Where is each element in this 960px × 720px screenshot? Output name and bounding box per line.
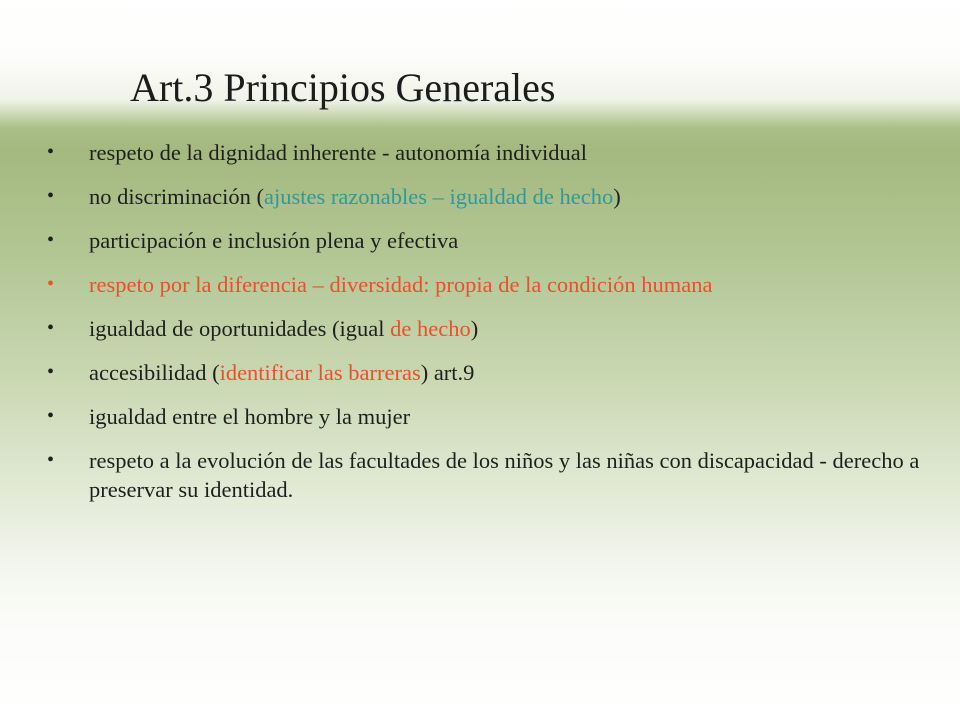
bullet-text-highlight: respeto por la diferencia – diversidad: propia de la condición humana xyxy=(89,272,713,297)
bullet-text-highlight: identificar las barreras xyxy=(219,360,421,385)
bullet-item xyxy=(45,138,925,167)
bullet-item xyxy=(45,270,925,299)
bullet-text: igualdad de oportunidades (igual xyxy=(89,316,391,341)
bullet-item xyxy=(45,358,925,387)
bullet-text-highlight: ajustes razonables – igualdad de hecho xyxy=(263,184,614,209)
bullet-text: no discriminación ( xyxy=(89,184,264,209)
bullet-dot-icon: • xyxy=(47,361,55,383)
bullet-dot-icon: • xyxy=(47,185,55,207)
bullet-item xyxy=(45,226,925,255)
bullet-dot-icon: • xyxy=(47,405,55,427)
bullet-item xyxy=(45,446,925,504)
bullet-item xyxy=(45,182,925,211)
bullet-dot-icon: • xyxy=(47,141,55,163)
bullet-dot-icon: • xyxy=(47,273,55,295)
bullet-item xyxy=(45,314,925,343)
bullet-list xyxy=(45,138,925,519)
bullet-text-highlight: de hecho xyxy=(390,316,471,341)
bullet-dot-icon: • xyxy=(47,229,55,251)
bullet-dot-icon: • xyxy=(47,317,55,339)
bullet-text: ) xyxy=(470,316,479,341)
slide-title: Art.3 Principios Generales xyxy=(130,65,556,110)
bullet-text: accesibilidad ( xyxy=(89,360,220,385)
bullet-text: respeto de la dignidad inherente - autonomía individual xyxy=(89,140,587,165)
bullet-item xyxy=(45,402,925,431)
bullet-text: ) xyxy=(613,184,621,209)
bullet-text: igualdad entre el hombre y la mujer xyxy=(89,404,411,429)
bullet-text: ) art.9 xyxy=(420,360,475,385)
bullet-text: participación e inclusión plena y efectiva xyxy=(89,228,459,253)
bullet-dot-icon: • xyxy=(47,449,55,471)
bullet-text: respeto a la evolución de las facultades de los niños y las niñas con discapacidad - derecho a preservar su identidad. xyxy=(89,448,920,502)
